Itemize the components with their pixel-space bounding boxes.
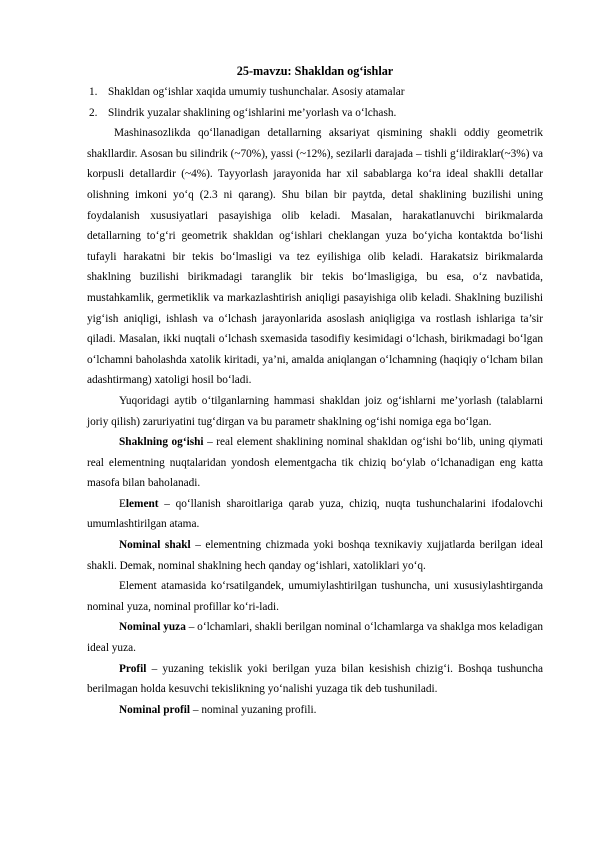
term-profile: Profil — [119, 662, 147, 675]
definition-text: – real element shaklining nominal shakldan og‘ishi bo‘lib, uning qiymati real elementning nuqtalaridan yondosh elementgacha tik chiziq bo‘ylab o‘lchanadigan eng katta masofa bilan baholanadi. — [87, 436, 543, 490]
definition-text: – elementning chizmada yoki boshqa texnikaviy xujjatlarda berilgan ideal shakli. Demak, nominal shaklning hech qanday og‘ishlari, xatoliklari yo‘q. — [87, 539, 544, 572]
definition-text: – qo‘llanish sharoitlariga qarab yuza, chiziq, nuqta tushunchalarini ifodalovchi umumlashtirilgan atama. — [87, 497, 543, 531]
plan-item-text: Shakldan og‘ishlar xaqida umumiy tushunchalar. Asosiy atamalar — [108, 86, 405, 98]
term-nominal-shape: Nominal shakl — [119, 539, 191, 552]
paragraph-element-note: Element atamasida ko‘rsatilgandek, umumiylashtirilgan tushuncha, uni xususiylashtirganda nominal yuza, nominal profillar ko‘ri-ladi. — [87, 580, 543, 613]
plan-item — [87, 103, 543, 124]
topic-plan-list — [87, 82, 543, 123]
plan-item — [87, 82, 543, 103]
term-element: lement — [125, 497, 159, 510]
definition-profile — [87, 659, 543, 700]
plan-item-number: 1. — [89, 86, 98, 98]
term-element-initial: E — [119, 497, 126, 510]
term-nominal-surface: Nominal yuza — [119, 621, 186, 634]
definition-text: – yuzaning tekislik yoki berilgan yuza bilan kesishish chizig‘i. Boshqa tushuncha berilmagan holda kesuvchi tekislikning yo‘nalishi yuzaga tik deb tushuniladi. — [87, 662, 543, 696]
plan-item-number: 2. — [89, 106, 98, 119]
definition-nominal-surface — [87, 617, 543, 658]
plan-item-text: Slindrik yuzalar shaklining og‘ishlarini me’yorlash va o‘lchash. — [108, 106, 397, 119]
definition-shape-deviation — [87, 432, 543, 494]
term-shape-deviation: Shaklning og‘ishi — [119, 436, 204, 449]
definition-nominal-profile — [87, 700, 543, 721]
definition-nominal-shape — [87, 535, 543, 576]
paragraph-intro: Mashinasozlikda qo‘llanadigan detallarning aksariyat qismining shakli oddiy geometrik shakllardir. Asosan bu silindrik (~70%), yassi (~12%), sezilarli darajada – tishli g‘ildiraklar(~3%) va korpusli detallardir (~4%). Tayyorlash jarayonida har xil sabablarga ko‘ra ideal shaklli detallar olishning imkoni yo‘q (2.3 ni qarang). Shu bilan bir paytda, detal shaklining buzilishi uning foydalanish xususiyatlari pasayishiga olib keladi. Masalan, harakatlanuvchi birikmalarda detallarning to‘g‘ri geometrik shakldan og‘ishlari cheklangan yuza bo‘yicha kontaktda bo‘lishi tufayli harakatni bir tekis bo‘lmasligi va tez eyilishiga olib keladi. Harakatsiz birikmalarda shaklning buzilishi birikmadagi taranglik bir tekis bo‘lmasligiga, bu esa, o‘z navbatida, mustahkamlik, germetiklik va markazlashtirish aniqligi pasayishiga olib keladi. Shaklning buzilishi yig‘ish aniqligi, ishlash va o‘lchash jarayonlarida asoslash aniqligiga va rostlash ishlariga ta’sir qiladi. Masalan, ikki nuqtali o‘lchash sxemasida tasodifiy kesimidagi o‘lchash, birikmadagi bo‘lgan o‘lchamni baholashda xatolik kiritadi, ya’ni, amalda aniqlangan o‘lchamning (haqiqiy o‘lcham bilan adashtirmang) xatoligi hosil bo‘ladi. — [87, 127, 543, 387]
definition-text: – nominal yuzaning profili. — [190, 703, 317, 716]
paragraph-normalization: Yuqoridagi aytib o‘tilganlarning hammasi shakldan joiz og‘ishlarni me’yorlash (talablarni joriy qilish) zaruriyatini tug‘dirgan va bu parametr shaklning og‘ishi nomiga ega bo‘lgan. — [87, 394, 543, 428]
definition-text: – o‘lchamlari, shakli berilgan nominal o‘lchamlarga va shaklga mos keladigan ideal yuza. — [87, 621, 544, 655]
definition-element — [87, 494, 543, 535]
page-title: 25-mavzu: Shakldan og‘ishlar — [236, 64, 394, 78]
term-nominal-profile: Nominal profil — [119, 703, 191, 716]
